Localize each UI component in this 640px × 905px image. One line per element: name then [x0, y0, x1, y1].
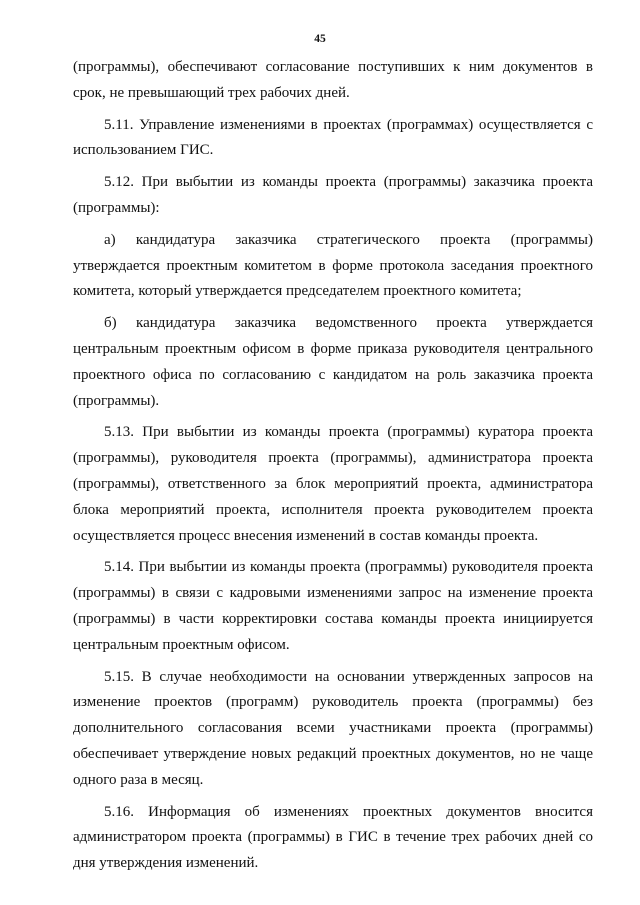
paragraph-5-12-b: б) кандидатура заказчика ведомственного проекта утверждается центральным проектным офисом в форме приказа руководителя центрального проектного офиса по согласованию с кандидатом на роль заказчика проекта (программы). — [73, 315, 593, 409]
paragraph-5-12-a: а) кандидатура заказчика стратегического проекта (программы) утверждается проектным комитетом в форме протокола заседания проектного комитета, который утверждается председателем проектного комитета; — [73, 231, 593, 300]
paragraph-5-12: 5.12. При выбытии из команды проекта (программы) заказчика проекта (программы): — [73, 174, 593, 216]
paragraph-5-15: 5.15. В случае необходимости на основании утвержденных запросов на изменение проектов (программ) руководитель проекта (программы) без дополнительного согласования всеми участниками проекта (программы) обеспечивает утверждение новых редакций проектных документов, но не чаще одного раза в месяц. — [73, 668, 593, 788]
paragraph-5-13: 5.13. При выбытии из команды проекта (программы) куратора проекта (программы), руководителя проекта (программы), администратора проекта (программы), ответственного за блок мероприятий проекта, администратора блока мероприятий проекта, исполнителя проекта руководителем проекта осуществляется процесс внесения изменений в состав команды проекта. — [73, 424, 593, 544]
paragraph-5-11: 5.11. Управление изменениями в проектах (программах) осуществляется с использованием ГИС. — [73, 116, 593, 159]
document-body — [73, 55, 593, 883]
paragraph-5-16: 5.16. Информация об изменениях проектных документов вносится администратором проекта (программы) в ГИС в течение трех рабочих дней со дня утверждения изменений. — [73, 803, 593, 872]
page-number: 45 — [314, 33, 326, 45]
paragraph-continuation: (программы), обеспечивают согласование поступивших к ним документов в срок, не превышающий трех рабочих дней. — [73, 59, 593, 101]
paragraph-5-14: 5.14. При выбытии из команды проекта (программы) руководителя проекта (программы) в связи с кадровыми изменениями запрос на изменение проекта (программы) в части корректировки состава команды проекта инициируется центральным проектным офисом. — [73, 559, 593, 653]
